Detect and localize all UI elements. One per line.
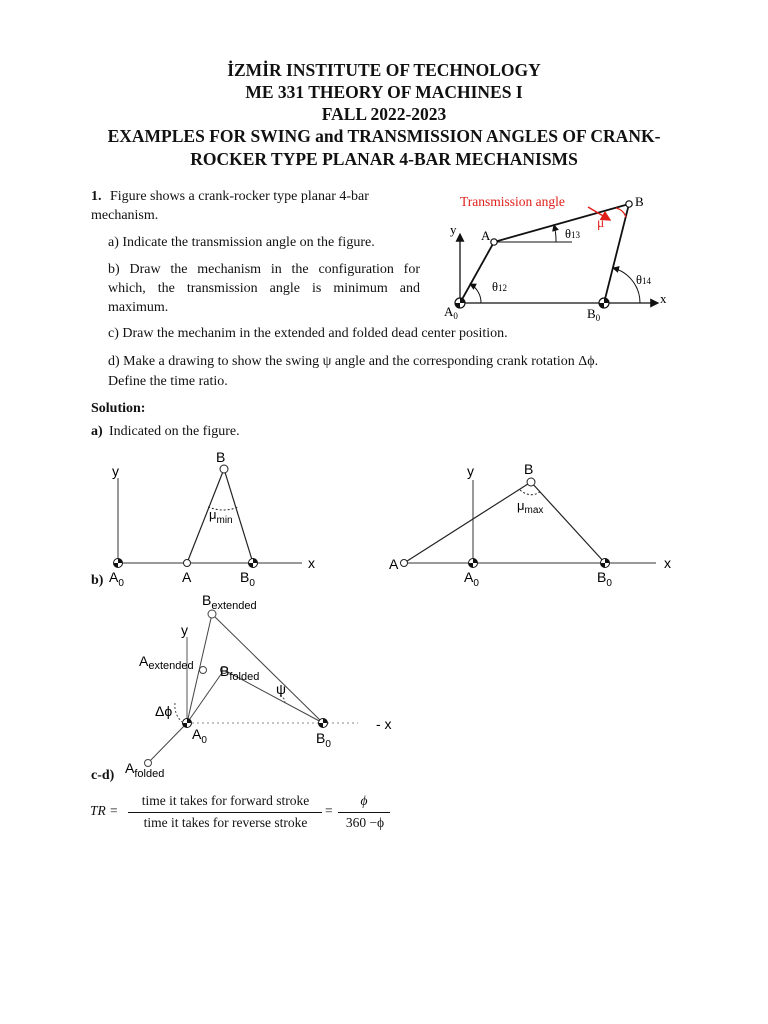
ground-pivot-A0 — [183, 719, 192, 728]
label-x: - x — [376, 716, 392, 732]
formula-fraction-bar — [128, 812, 322, 813]
question-b-line1: b) Draw the mechanism in the configuration for — [108, 262, 420, 277]
label-A0: $A_0$ — [444, 304, 458, 321]
label-A: A — [182, 569, 192, 585]
problem-intro-line2: mechanism. — [91, 208, 159, 223]
solution-a-label: a) — [91, 424, 103, 439]
label-y: y — [112, 463, 119, 479]
formula-numerator: time it takes for forward stroke — [141, 793, 310, 808]
folded-crank — [148, 723, 187, 763]
joint-A-folded — [145, 760, 152, 767]
theta13-label: θ13 — [565, 227, 580, 241]
label-B: B — [216, 449, 226, 465]
label-y: y — [467, 463, 474, 479]
term-title: FALL 2022-2023 — [321, 104, 447, 124]
solution-heading: Solution: — [91, 401, 146, 416]
transmission-angle-label: Transmission angle — [460, 194, 565, 209]
label-A0: $A_0$ — [109, 569, 124, 589]
topic-title-line1: EXAMPLES FOR SWING and TRANSMISSION ANGLES OF CRANK- — [107, 126, 661, 146]
label-A-extended: $A_{extended}$ — [139, 653, 194, 672]
mu-max-label: $\mu_{max}$ — [517, 498, 544, 516]
question-d-line2: Define the time ratio. — [108, 374, 228, 389]
course-title: ME 331 THEORY OF MACHINES I — [245, 82, 523, 102]
label-B0: $B_0$ — [597, 569, 612, 589]
solution-a-text: Indicated on the figure. — [109, 424, 240, 439]
label-B: B — [524, 461, 534, 477]
delta-phi-arc — [175, 703, 182, 722]
theta12-label: θ12 — [492, 280, 507, 294]
formula-phi-numerator: ϕ — [360, 793, 368, 808]
mu-min-label: $\mu_{min}$ — [209, 507, 233, 526]
label-B: B — [635, 194, 644, 209]
question-b-line3: maximum. — [108, 300, 169, 315]
label-A0: $A_0$ — [192, 726, 207, 746]
label-y: y — [181, 622, 188, 638]
formula-equals: = — [325, 803, 333, 818]
problem-number: 1. — [91, 189, 102, 204]
question-a: a) Indicate the transmission angle on the figure. — [108, 235, 375, 250]
label-B0: $B_0$ — [316, 730, 331, 750]
label-A: A — [481, 228, 491, 243]
formula-phi-denominator: 360 −ϕ — [345, 815, 385, 830]
question-c: c) Draw the mechanim in the extended and folded dead center position. — [108, 326, 508, 341]
label-B0: $B_0$ — [587, 306, 601, 323]
question-d-line1: d) Make a drawing to show the swing ψ angle and the corresponding crank rotation Δϕ. — [108, 354, 599, 369]
question-b-line2: which, the transmission angle is minimum and — [108, 281, 420, 296]
label-B-extended: $B_{extended}$ — [202, 592, 257, 612]
label-x: x — [660, 291, 667, 306]
mu-label: μ — [597, 215, 605, 230]
solution-b-label: b) — [91, 573, 104, 588]
folded-coupler — [187, 670, 224, 723]
theta14-label: θ14 — [636, 273, 651, 287]
label-x: x — [308, 555, 315, 571]
formula-lhs: TR = — [90, 803, 119, 818]
problem-intro-line1: Figure shows a crank-rocker type planar 4-bar — [110, 189, 369, 204]
psi-label: ψ — [276, 681, 286, 697]
ground-pivot-B0 — [319, 719, 328, 728]
formula-fraction-bar-2 — [338, 812, 390, 813]
label-A-folded: $A_{folded}$ — [125, 760, 165, 780]
delta-phi-label: Δϕ — [155, 703, 173, 719]
joint-A-extended — [200, 667, 207, 674]
institute-title: İZMİR INSTITUTE OF TECHNOLOGY — [227, 60, 541, 80]
label-A0: $A_0$ — [464, 569, 479, 589]
label-x: x — [664, 555, 671, 571]
solution-cd-label: c-d) — [91, 768, 115, 783]
label-B-folded: $B_{folded}$ — [220, 663, 260, 683]
label-A: A — [389, 556, 399, 572]
formula-denominator: time it takes for reverse stroke — [143, 815, 308, 830]
topic-title-line2: ROCKER TYPE PLANAR 4-BAR MECHANISMS — [190, 149, 578, 169]
label-B0: $B_0$ — [240, 569, 255, 589]
label-y: y — [450, 222, 457, 237]
